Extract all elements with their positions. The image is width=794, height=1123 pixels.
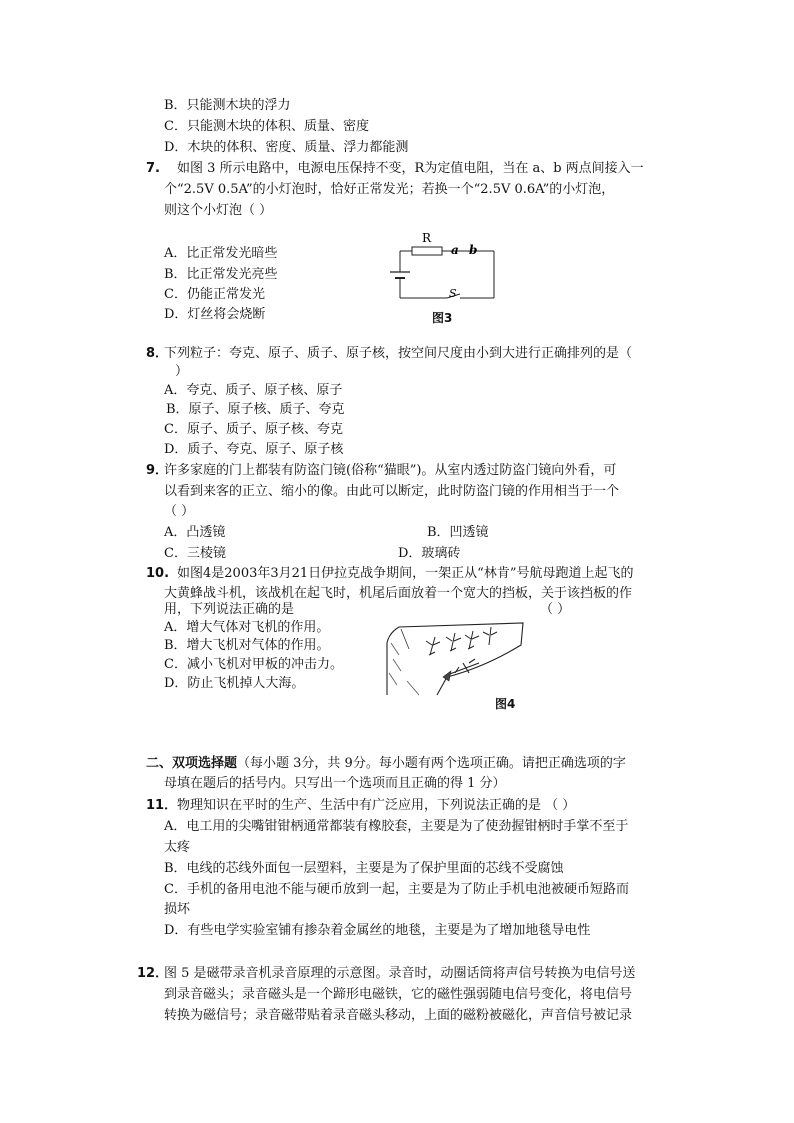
q7-number: 7. <box>146 161 160 176</box>
q10-option-c: C．减小飞机对甲板的冲击力。 <box>164 657 343 672</box>
q9-option-b: B．凹透镜 <box>427 525 489 540</box>
q7-stem-line2: 个“2.5V 0.5A”的小灯泡时，恰好正常发光；若换一个“2.5V 0.6A”的小灯泡， <box>164 182 615 197</box>
q9-number: 9． <box>146 463 169 478</box>
resistor-symbol <box>412 247 442 255</box>
section2-intro-line2: 母填在题后的括号内。只写出一个选项而且正确的得 1 分） <box>164 776 506 791</box>
q8-stem-line2: ） <box>175 364 189 379</box>
figure4-caption: 图4 <box>495 697 516 711</box>
q6-option-c: C．只能测木块的体积、质量、密度 <box>164 119 369 134</box>
q11-stem: 物理知识在平时的生产、生活中有广泛应用，下列说法正确的是 （ ） <box>177 798 576 813</box>
q11-option-b: B．电线的芯线外面包一层塑料，主要是为了保护里面的芯线不受腐蚀 <box>164 861 564 876</box>
q10-answer-paren: （ ） <box>540 602 571 617</box>
q7-option-b: B．比正常发光亮些 <box>164 267 278 282</box>
carrier-deck-figure4 <box>385 615 530 697</box>
q8-option-b: B．原子、原子核、质子、夸克 <box>166 402 345 417</box>
q8-number: 8． <box>146 346 169 361</box>
q10-stem-line3: 用，下列说法正确的是 <box>164 602 295 617</box>
q9-option-c: C．三棱镜 <box>164 546 226 561</box>
q6-option-d: D．木块的体积、密度、质量、浮力都能测 <box>164 140 409 155</box>
q10-number: 10. <box>146 566 170 581</box>
section2-title: 二、双项选择题 <box>146 756 238 771</box>
q11-option-c-line1: C．手机的备用电池不能与硬币放到一起，主要是为了防止手机电池被硬币短路而 <box>164 882 629 897</box>
q8-option-d: D．质子、夸克、原子、原子核 <box>164 442 344 457</box>
q11-option-d: D．有些电学实验室铺有掺杂着金属丝的地毯，主要是为了增加地毯导电性 <box>164 923 591 938</box>
figure3-caption: 图3 <box>432 311 453 325</box>
q10-option-d: D．防止飞机掉人大海。 <box>164 676 305 691</box>
q10-stem-line2: 大黄蜂战斗机，该战机在起飞时，机尾后面放着一个宽大的挡板，关于该挡板的作 <box>164 586 633 601</box>
q12-number: 12． <box>137 966 169 981</box>
q8-stem-line1: 下列粒子：夸克、原子、质子、原子核，按空间尺度由小到大进行正确排列的是（ <box>164 346 633 361</box>
q10-option-a: A．增大气体对飞机的作用。 <box>164 620 330 635</box>
q9-option-d: D．玻璃砖 <box>398 546 461 561</box>
q9-stem-line2: 以看到来客的正立、缩小的像。由此可以断定，此时防盗门镜的作用相当于一个 <box>164 484 620 499</box>
q11-option-c-line2: 损坏 <box>164 902 191 917</box>
point-b-label: b <box>469 243 478 257</box>
q11-option-a-line2: 太疼 <box>164 840 191 855</box>
q6-option-b: B．只能测木块的浮力 <box>164 98 291 113</box>
q9-stem-line3: （ ） <box>164 504 195 519</box>
q11-number: 11． <box>146 798 178 813</box>
q12-stem-line2: 到录音磁头；录音磁头是一个蹄形电磁铁，它的磁性强弱随电信号变化，将电信号 <box>164 987 633 1002</box>
q7-option-c: C．仍能正常发光 <box>164 287 265 302</box>
section2-intro-line1: （每小题 3分，共 9分。每小题有两个选项正确。请把正确选项的字 <box>237 756 626 771</box>
q10-stem-line1: 如图4是2003年3月21日伊拉克战争期间，一架正从“林肯”号航母跑道上起飞的 <box>177 566 634 581</box>
q7-option-a: A．比正常发光暗些 <box>164 246 278 261</box>
q8-option-a: A．夸克、质子、原子核、原子 <box>164 383 343 398</box>
section2-heading <box>146 755 626 773</box>
aircraft-silhouettes <box>426 627 497 655</box>
circuit-diagram-figure3 <box>380 228 500 304</box>
q10-option-b: B．增大飞机对气体的作用。 <box>164 638 330 653</box>
q7-stem-line1: 如图 3 所示电路中，电源电压保持不变，R为定值电阻，当在 a、b 两点间接入一 <box>177 161 644 176</box>
resistor-label: R <box>422 231 432 245</box>
q12-stem-line1: 图 5 是磁带录音机录音原理的示意图。录音时，动圈话筒将声信号转换为电信号送 <box>164 966 636 981</box>
point-a-label: a <box>451 243 459 257</box>
q7-stem-line3: 则这个小灯泡（ ） <box>164 203 273 218</box>
q8-option-c: C．原子、质子、原子核、夸克 <box>164 422 343 437</box>
q12-stem-line3: 转换为磁信号；录音磁带贴着录音磁头移动，上面的磁粉被磁化，声音信号被记录 <box>164 1008 633 1023</box>
switch-label: S <box>449 287 457 300</box>
q7-option-d: D．灯丝将会烧断 <box>164 307 266 322</box>
q9-option-a: A．凸透镜 <box>164 525 226 540</box>
q9-stem-line1: 许多家庭的门上都装有防盗门镜(俗称“猫眼”)。从室内透过防盗门镜向外看，可 <box>164 463 617 478</box>
q11-option-a-line1: A．电工用的尖嘴钳钳柄通常都装有橡胶套，主要是为了使劲握钳柄时手掌不至于 <box>164 819 629 834</box>
